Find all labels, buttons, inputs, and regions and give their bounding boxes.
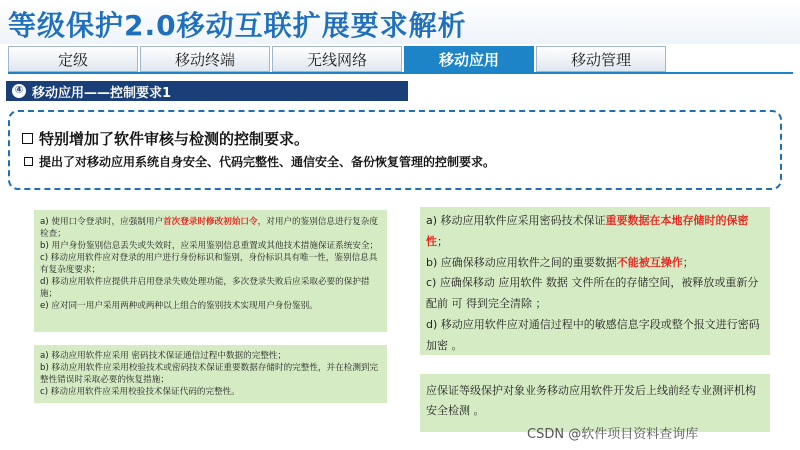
requirement-item-c: c) 移动应用软件应对登录的用户进行身份标识和鉴别，身份标识具有唯一性，鉴别信息具有复杂度要求； — [40, 253, 378, 275]
summary-bullet-2-text: 提出了对移动应用系统自身安全、代码完整性、通信安全、备份恢复管理的控制要求。 — [39, 155, 496, 169]
requirement-item-b: b) 移动应用软件应采用校验技术或密码技术保证重要数据存储时的完整性，并在检测到完整性错误时采取必要的恢复措施； — [40, 363, 379, 385]
tab-grading[interactable]: 定级 — [8, 46, 138, 72]
confidentiality-requirements-box — [420, 207, 770, 355]
highlight-text: 首次登录时修改初始口令 — [163, 217, 258, 227]
highlight-text: 不能被互操作 — [616, 255, 683, 269]
summary-bullet-2 — [24, 153, 495, 170]
section-label: 移动应用——控制要求1 — [32, 85, 172, 101]
requirement-item-d: d) 移动应用软件应提供并启用登录失败处理功能，多次登录失败后应采取必要的保护措施； — [40, 277, 370, 299]
tab-mobile-terminal[interactable]: 移动终端 — [140, 46, 270, 72]
tab-wireless-network[interactable]: 无线网络 — [272, 46, 402, 72]
requirement-item-a: a) 移动应用软件应采用密码技术保证重要数据在本地存储时的保密性； — [426, 214, 749, 248]
summary-bullet-1-text: 特别增加了软件审核与检测的控制要求。 — [39, 130, 310, 148]
tab-mobile-app[interactable]: 移动应用 — [404, 46, 534, 72]
integrity-requirements-box — [34, 345, 387, 403]
requirement-item-b: b) 应确保移动应用软件之间的重要数据不能被互操作； — [426, 255, 694, 269]
page-title: 等级保护2.0移动互联扩展要求解析 — [8, 9, 467, 42]
identity-auth-requirements-box — [34, 210, 387, 332]
requirement-text: 应保证等级保护对象业务移动应用软件开发后上线前经专业测评机构安全检测 。 — [426, 384, 756, 417]
checkbox-bullet-icon — [24, 157, 33, 166]
checkbox-bullet-icon — [22, 133, 33, 144]
requirement-item-e: e) 应对同一用户采用两种或两种以上组合的鉴别技术实现用户身份鉴别。 — [40, 301, 318, 311]
watermark: CSDN @软件项目资料查询库 — [527, 427, 699, 442]
requirement-item-d: d) 移动应用软件应对通信过程中的敏感信息字段或整个报文进行密码加密 。 — [426, 317, 760, 352]
requirement-item-c: c) 移动应用软件应采用校验技术保证代码的完整性。 — [40, 387, 240, 397]
title-bar — [0, 0, 800, 44]
section-header — [6, 81, 408, 101]
requirement-item-a: a) 移动应用软件应采用 密码技术保证通信过程中数据的完整性； — [40, 351, 287, 361]
summary-box — [8, 110, 782, 190]
requirement-item-c: c) 应确保移动 应用软件 数据 文件所在的存储空间，被释放或重新分配前 可 得到完全清除 ； — [426, 276, 759, 311]
summary-bullet-1 — [22, 128, 309, 149]
section-number: ④ — [12, 84, 26, 98]
highlight-text: 重要数据在本地存储时的保密性 — [426, 214, 749, 248]
tab-mobile-management[interactable]: 移动管理 — [536, 46, 666, 72]
requirement-item-b: b) 用户身份鉴别信息丢失或失效时，应采用鉴别信息重置或其他技术措施保证系统安全； — [40, 241, 379, 251]
requirement-item-a: a) 使用口令登录时，应强制用户首次登录时修改初始口令，对用户的鉴别信息进行复杂度检查； — [40, 217, 378, 239]
tab-underline — [8, 72, 793, 74]
tab-bar — [8, 46, 668, 72]
